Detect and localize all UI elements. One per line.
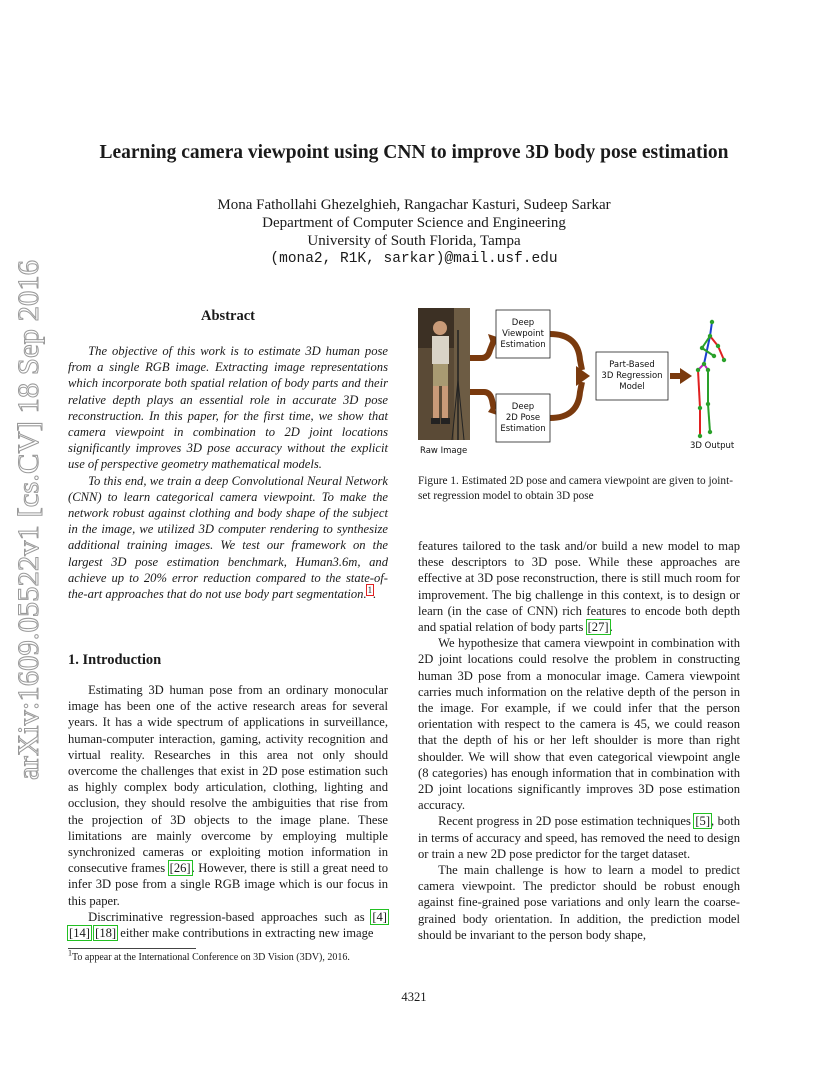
introduction-body: [68, 682, 388, 941]
intro-paragraph: Discriminative regression-based approaches such as [4] [14] [18] either make contributions in extracting new image: [69, 909, 387, 941]
footnote-link[interactable]: 1: [367, 584, 373, 595]
footnote-text: To appear at the International Conference on 3D Vision (3DV), 2016.: [72, 952, 350, 963]
author-email: (mona2, R1K, sarkar)@mail.usf.edu: [270, 251, 558, 267]
author-names: Mona Fathollahi Ghezelghieh, Rangachar Kasturi, Sudeep Sarkar: [217, 197, 611, 213]
svg-text:Estimation: Estimation: [500, 340, 546, 350]
skeleton-3d-output: [696, 320, 726, 438]
author-department: Department of Computer Science and Engineering: [262, 215, 566, 231]
section-heading: 1. Introduction: [68, 652, 162, 668]
citation-link[interactable]: [4]: [372, 909, 387, 924]
citation-link[interactable]: [14]: [69, 926, 90, 941]
body-paragraph: We hypothesize that camera viewpoint in combination with 2D joint locations could resolve the problem in constructing human 3D pose from a monocular image. Camera viewpoint carries much information on the relative depth of the person in the image. For example, if we could infer that the person orientation with respect to the camera is 45, we could reason that the depth of his or her left shoulder is more than right shoulder. We will show that even categorical viewpoint angle (8 categories) has enough information that in combination with 2D joint locations significantly improves 3D pose estimation accuracy.: [418, 636, 740, 813]
box-viewpoint-estimation: [496, 310, 550, 358]
svg-text:3D Regression: 3D Regression: [601, 371, 663, 381]
footnote-mark: 1: [68, 948, 72, 958]
figure-caption: Figure 1. Estimated 2D pose and camera viewpoint are given to joint-set regression model to obtain 3D pose: [418, 475, 733, 502]
page-number: 4321: [401, 990, 427, 1004]
box-3d-regression-model: [596, 352, 668, 400]
output-label: 3D Output: [690, 441, 735, 451]
right-column-body: [418, 538, 740, 943]
author-university: University of South Florida, Tampa: [307, 233, 521, 249]
citation-link[interactable]: [5]: [695, 814, 711, 829]
intro-paragraph: Estimating 3D human pose from an ordinary monocular image has been one of the active research areas for several years. It has a wide spectrum of applications in surveillance, human-computer interaction, gaming, activity recognition and virtual reality. Researches in this area not only should overcome the challenges that exist in 2D pose estimation such as highly complex body articulation, clothing, lighting and occlusion, they should resolve the ambiguities that rise from the projection of 3D objects to the image plane. These limitations are mainly overcome by employing multiple synchronized cameras or exploiting motion information in consecutive frames [26]. However, there is still a great need to infer 3D pose from a single RGB image which is our focus in this paper.: [68, 683, 388, 908]
abstract-paragraph: To this end, we train a deep Convolutional Neural Network (CNN) to learn categorical camera viewpoint. To make the network robust against clothing and body shape of the subject in the image, we utilized 3D computer rendering to synthesize additional training images. We test our framework on the largest 3D pose estimation benchmark, Human3.6m, and achieve up to 20% error reduction compared to the state-of-the-art approaches that do not use body part segmentation.$^1$.: [68, 473, 388, 602]
svg-text:Deep: Deep: [511, 318, 535, 328]
body-paragraph: features tailored to the task and/or build a new model to map these descriptors to 3D pose. While these approaches are effective at 3D pose reconstruction, there is still much room for improvement. The big challenge in this context, is to design or learn (in the case of CNN) rich features to encode both depth and spatial relation of body parts [27].: [418, 539, 740, 635]
arxiv-stamp-text: arXiv:1609.05522v1 [cs.CV] 18 Sep 2016: [12, 271, 45, 780]
citation-link[interactable]: [26]: [169, 861, 191, 876]
svg-text:Part-Based: Part-Based: [609, 360, 655, 370]
citation-link[interactable]: [18]: [95, 926, 117, 941]
box-2d-pose-estimation: [496, 394, 550, 442]
svg-text:Viewpoint: Viewpoint: [502, 329, 544, 339]
citation-link[interactable]: [27]: [587, 620, 609, 635]
body-paragraph: Recent progress in 2D pose estimation techniques [5], both in terms of accuracy and speed, has removed the need to design or train a new 2D pose predictor for the target dataset.: [418, 814, 740, 861]
svg-text:Deep: Deep: [511, 402, 535, 412]
figure-1: [418, 300, 744, 460]
abstract-heading: Abstract: [201, 308, 255, 324]
raw-image-label: Raw Image: [420, 446, 468, 456]
paper-title: Learning camera viewpoint using CNN to improve 3D body pose estimation: [99, 142, 729, 163]
abstract-body: [68, 343, 388, 602]
svg-text:Estimation: Estimation: [500, 424, 546, 434]
abstract-paragraph: The objective of this work is to estimate 3D human pose from a single RGB image. Extracting image representations which incorporate both spatial relation of body parts and their relative depth plays an essential role in accurate 3D pose reconstruction. In this paper, for the first time, we show that camera viewpoint in combination to 2D joint locations significantly improves 3D pose accuracy without the explicit use of perspective geometry mathematical models.: [68, 344, 388, 472]
body-paragraph: The main challenge is how to learn a model to predict camera viewpoint. The predictor should be robust enough against fine-grained pose variations and only learn the coarse-grained body orientation. In addition, the prediction model should be invariant to the person body shape,: [418, 863, 740, 942]
footnote-divider: [68, 948, 196, 949]
svg-text:Model: Model: [619, 382, 645, 392]
arxiv-stamp: [0, 250, 48, 790]
raw-image-photo: [418, 308, 470, 440]
author-block: [0, 196, 828, 268]
svg-text:2D Pose: 2D Pose: [505, 413, 541, 423]
footnote: [68, 948, 398, 964]
